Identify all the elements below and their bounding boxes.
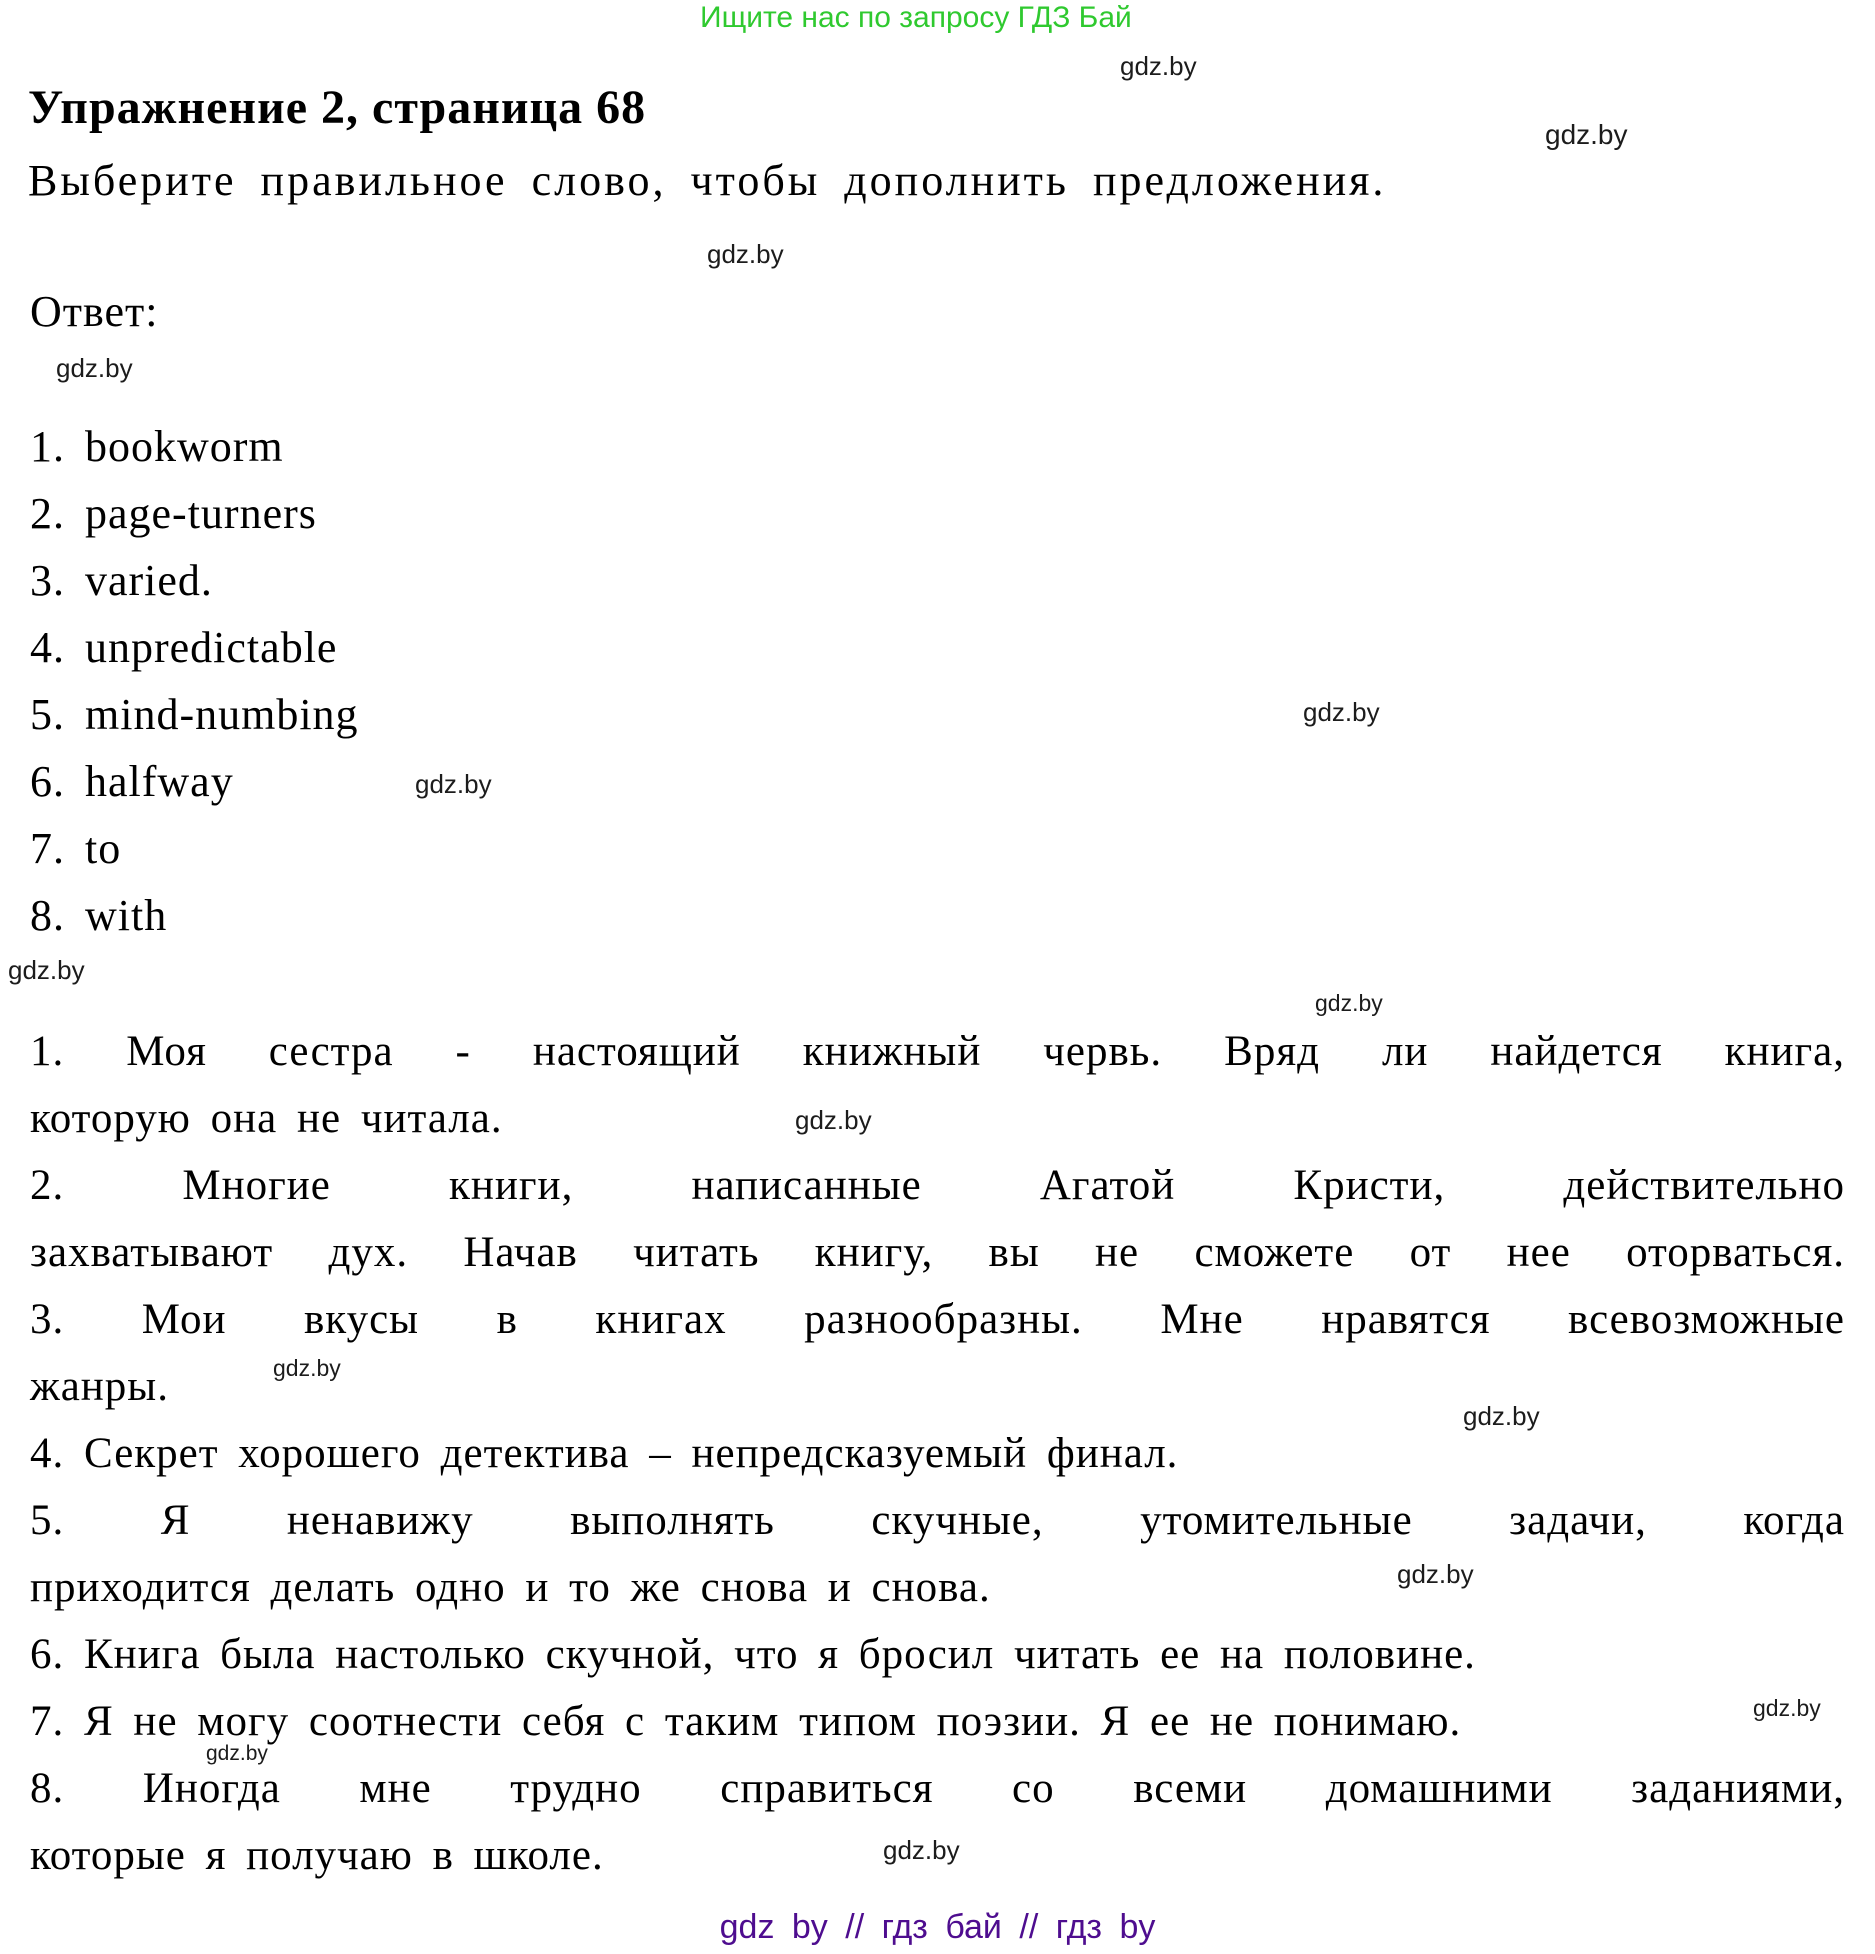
ru-sentence-line: 5. Я ненавижу выполнять скучные, утомительные задачи, когда [30, 1497, 1845, 1544]
ru-sentence-line: 6. Книга была настолько скучной, что я бросил читать ее на половине. [30, 1631, 1476, 1678]
gdz-watermark: gdz.by [1120, 51, 1197, 81]
ru-sentence-line: жанры. [30, 1363, 169, 1410]
gdz-watermark: gdz.by [8, 955, 85, 985]
gdz-watermark: gdz.by [1463, 1401, 1540, 1431]
answer-item-4: 4. unpredictable [30, 623, 338, 672]
answer-label: Ответ: [30, 287, 159, 336]
answer-item-2: 2. page-turners [30, 489, 317, 538]
answer-item-6: 6. halfway [30, 757, 234, 806]
gdz-watermark: gdz.by [56, 353, 133, 383]
gdz-watermark: gdz.by [1753, 1695, 1821, 1721]
gdz-watermark: gdz.by [206, 1742, 268, 1765]
answer-item-1: 1. bookworm [30, 422, 284, 471]
promo-banner: Ищите нас по запросу ГДЗ Бай [700, 1, 1132, 34]
answer-item-3: 3. varied. [30, 556, 213, 605]
ru-sentence-line: 3. Мои вкусы в книгах разнообразны. Мне нравятся всевозможные [30, 1296, 1845, 1343]
task-instruction: Выберите правильное слово, чтобы дополнить предложения. [28, 156, 1387, 205]
gdz-watermark: gdz.by [273, 1355, 341, 1381]
ru-sentence-line: которые я получаю в школе. [30, 1832, 604, 1879]
ru-sentence-line: которую она не читала. [30, 1095, 503, 1142]
gdz-watermark: gdz.by [1545, 119, 1628, 150]
gdz-watermark: gdz.by [883, 1835, 960, 1865]
ru-sentence-line: приходится делать одно и то же снова и снова. [30, 1564, 991, 1611]
ru-sentence-line: 1. Моя сестра - настоящий книжный червь. Вряд ли найдется книга, [30, 1028, 1845, 1075]
gdz-watermark: gdz.by [707, 239, 784, 269]
ru-sentence-line: 8. Иногда мне трудно справиться со всеми домашними заданиями, [30, 1765, 1845, 1812]
answers-ru-block [30, 1018, 1845, 1889]
page-title: Упражнение 2, страница 68 [28, 81, 647, 134]
answers-en-list [30, 413, 359, 949]
gdz-watermark: gdz.by [1397, 1559, 1474, 1589]
gdz-watermark: gdz.by [415, 769, 492, 799]
ru-sentence-line: 2. Многие книги, написанные Агатой Кристи, действительно [30, 1162, 1845, 1209]
answer-item-7: 7. to [30, 824, 122, 873]
gdz-watermark: gdz.by [795, 1105, 872, 1135]
gdz-watermark: gdz.by [1315, 990, 1383, 1016]
ru-sentence-line: захватывают дух. Начав читать книгу, вы не сможете от нее оторваться. [30, 1229, 1845, 1276]
answer-item-8: 8. with [30, 891, 168, 940]
ru-sentence-line: 4. Секрет хорошего детектива – непредсказуемый финал. [30, 1430, 1179, 1477]
answer-item-5: 5. mind-numbing [30, 690, 359, 739]
gdz-watermark: gdz.by [1303, 697, 1380, 727]
ru-sentence-line: 7. Я не могу соотнести себя с таким типом поэзии. Я ее не понимаю. [30, 1698, 1462, 1745]
footer-links: gdz by // гдз бай // гдз by [719, 1908, 1156, 1946]
